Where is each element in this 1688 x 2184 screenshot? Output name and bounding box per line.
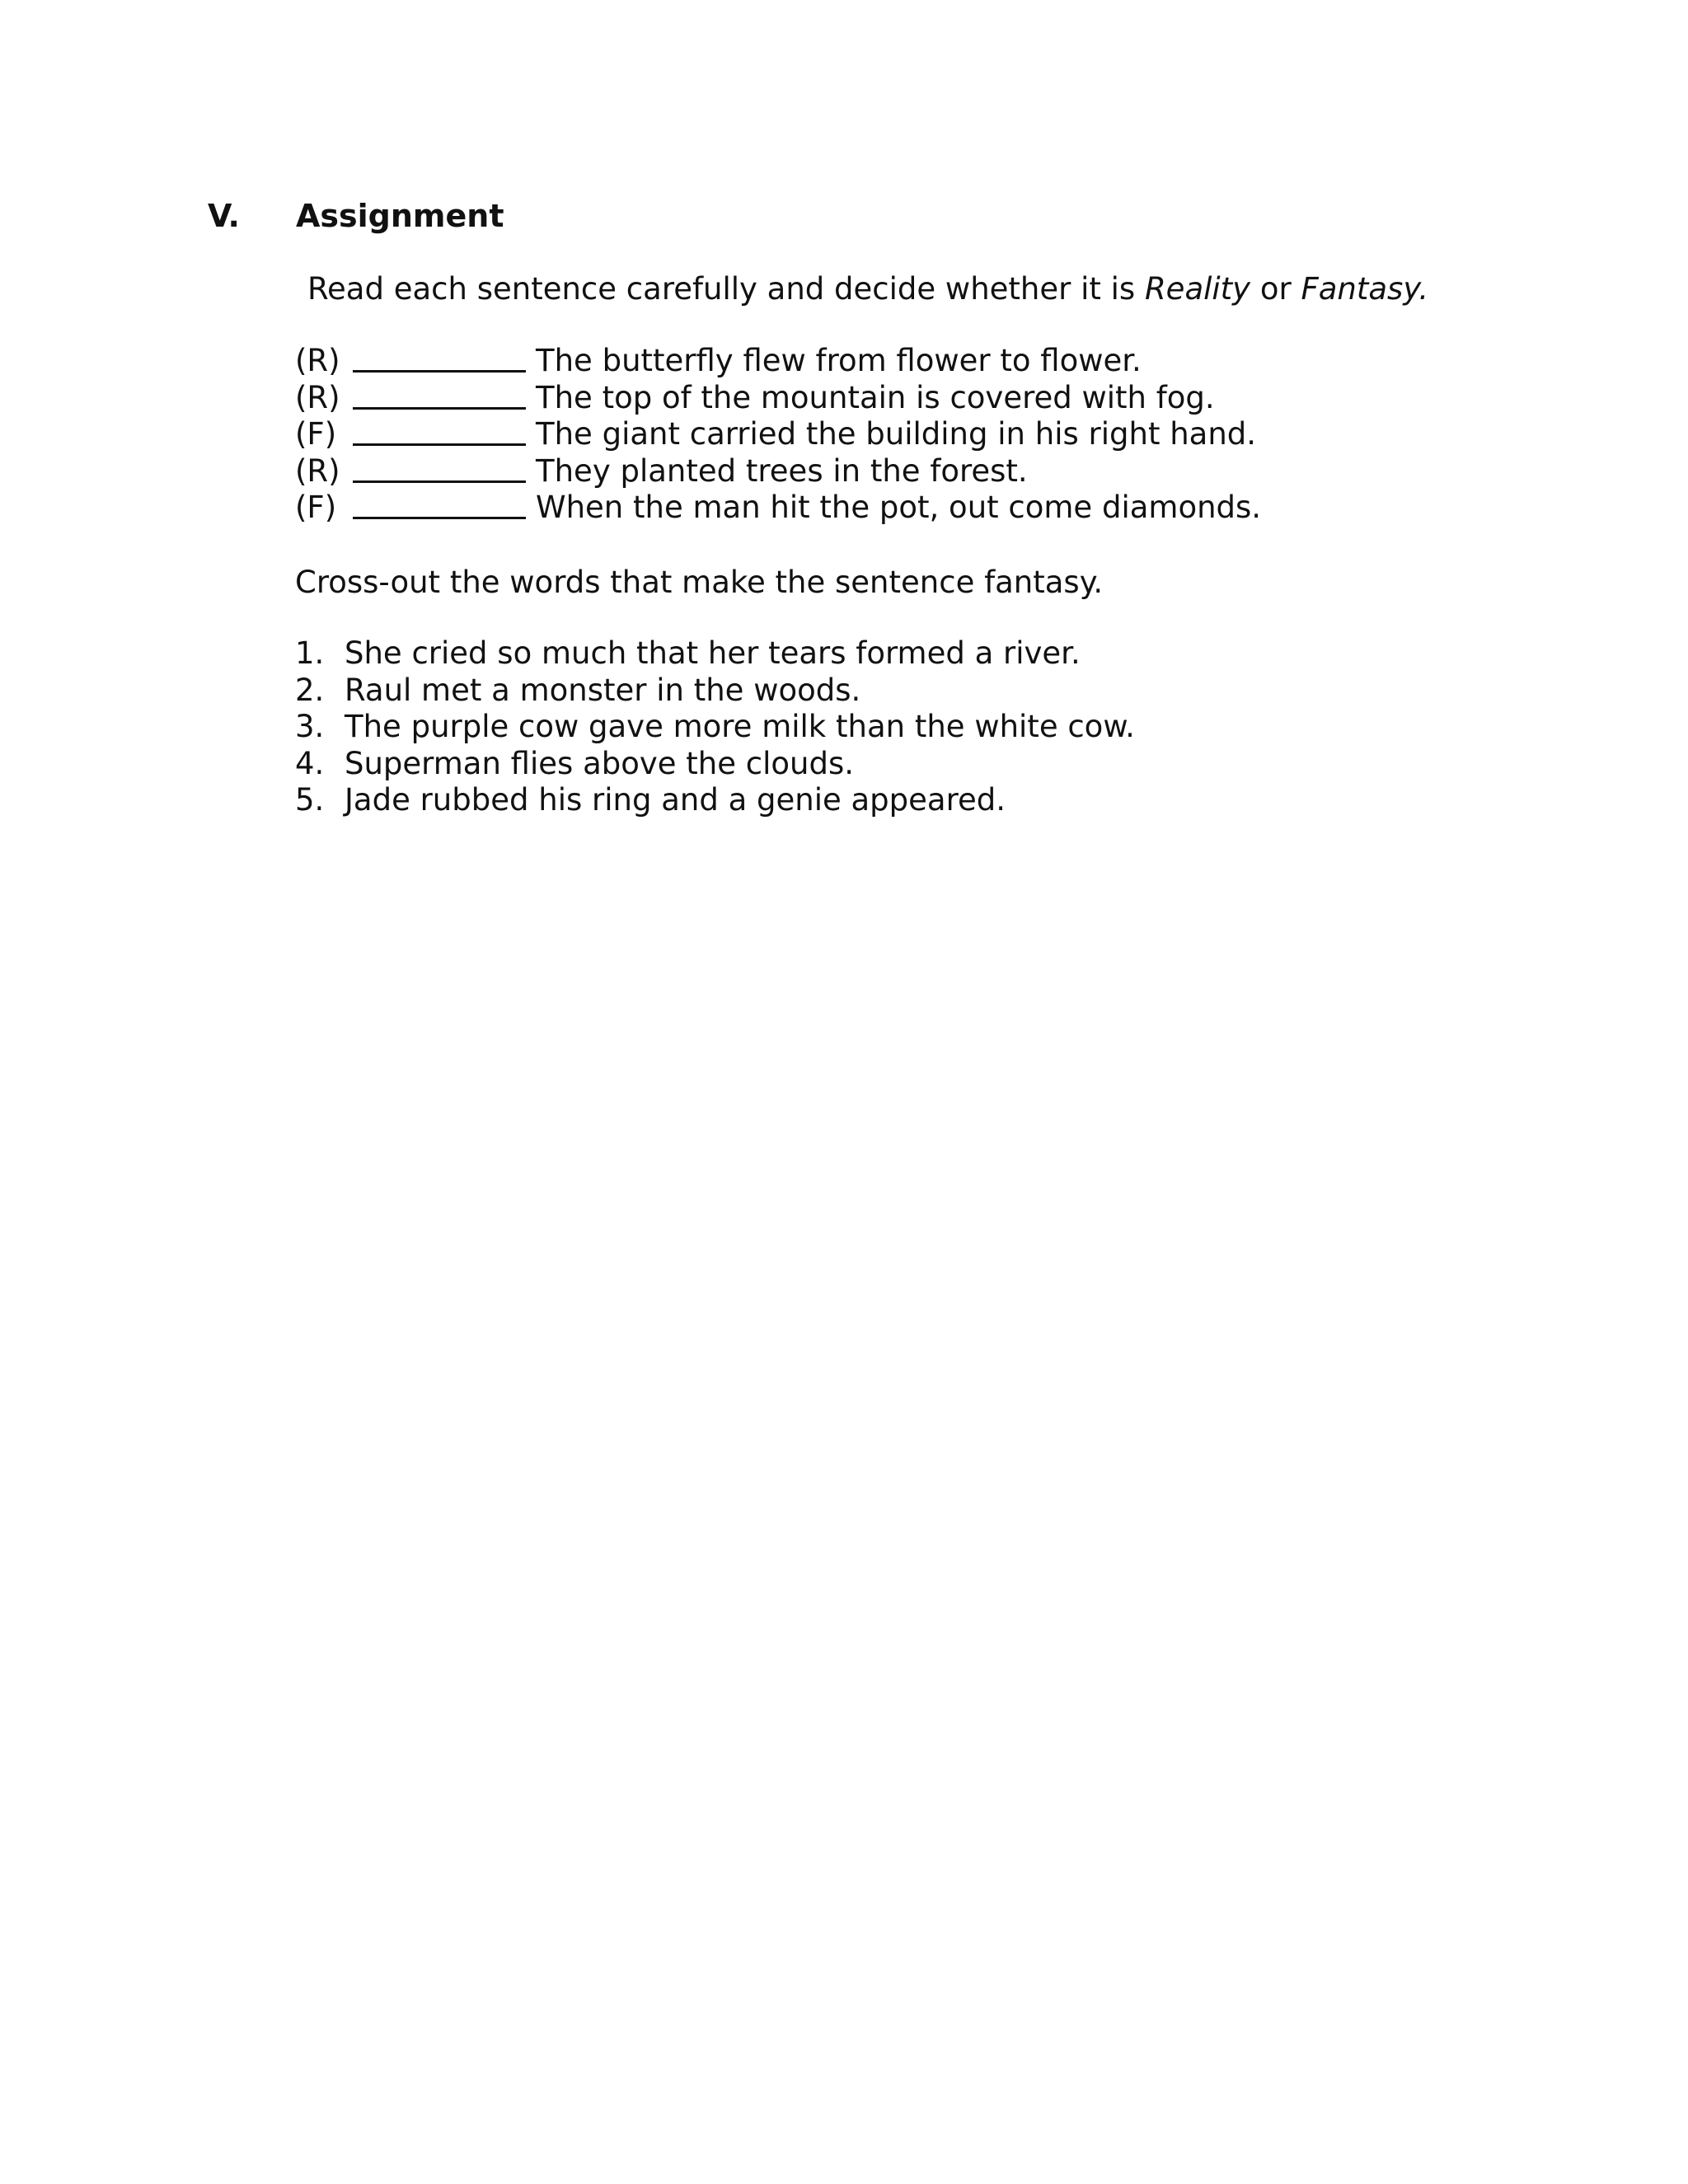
list-item	[295, 673, 1135, 710]
list-item	[295, 746, 1135, 783]
answer-label: (F)	[295, 416, 337, 452]
sentence-text[interactable]: Raul met a monster in the woods.	[345, 672, 861, 708]
sentence-text[interactable]: The purple cow gave more milk than the white cow.	[345, 709, 1135, 744]
section-title: Assignment	[296, 198, 504, 234]
fantasy-term: Fantasy.	[1301, 271, 1429, 307]
sentence-text: They planted trees in the forest.	[536, 452, 1028, 489]
list-item	[295, 709, 1135, 746]
reality-fantasy-instruction	[307, 269, 1428, 309]
answer-label: (R)	[295, 343, 340, 378]
sentence-text[interactable]: Jade rubbed his ring and a genie appeared.	[345, 782, 1006, 818]
answer-blank[interactable]	[353, 345, 526, 373]
item-number: 5.	[295, 782, 325, 818]
item-number: 4.	[295, 745, 325, 781]
list-item	[295, 343, 1261, 380]
list-item	[295, 453, 1261, 490]
answer-label: (F)	[295, 490, 337, 525]
sentence-text: The top of the mountain is covered with fog.	[536, 379, 1215, 415]
instruction-conjunction: or	[1250, 271, 1301, 307]
answer-blank[interactable]	[353, 419, 526, 446]
answer-blank[interactable]	[353, 382, 526, 410]
answer-blank[interactable]	[353, 456, 526, 483]
reality-fantasy-list	[295, 343, 1261, 527]
sentence-text: The giant carried the building in his right hand.	[536, 416, 1257, 452]
sentence-text[interactable]: Superman flies above the clouds.	[345, 745, 854, 781]
answer-label: (R)	[295, 379, 340, 415]
list-item	[295, 380, 1261, 417]
item-number: 3.	[295, 709, 325, 744]
item-number: 2.	[295, 672, 325, 708]
list-item	[295, 490, 1261, 527]
answer-blank[interactable]	[353, 492, 526, 519]
crossout-instruction: Cross-out the words that make the sentence fantasy.	[295, 565, 1104, 600]
item-number: 1.	[295, 635, 325, 671]
section-number: V.	[208, 198, 240, 234]
reality-term: Reality	[1144, 271, 1251, 307]
list-item	[295, 635, 1135, 673]
sentence-text: When the man hit the pot, out come diamonds.	[536, 490, 1262, 525]
sentence-text[interactable]: She cried so much that her tears formed a river.	[345, 635, 1081, 671]
list-item	[295, 416, 1261, 453]
sentence-text: The butterfly flew from flower to flower.	[536, 343, 1142, 378]
list-item	[295, 782, 1135, 819]
crossout-list	[295, 635, 1135, 819]
instruction-text: Read each sentence carefully and decide whether it is	[307, 271, 1145, 307]
answer-label: (R)	[295, 452, 340, 489]
